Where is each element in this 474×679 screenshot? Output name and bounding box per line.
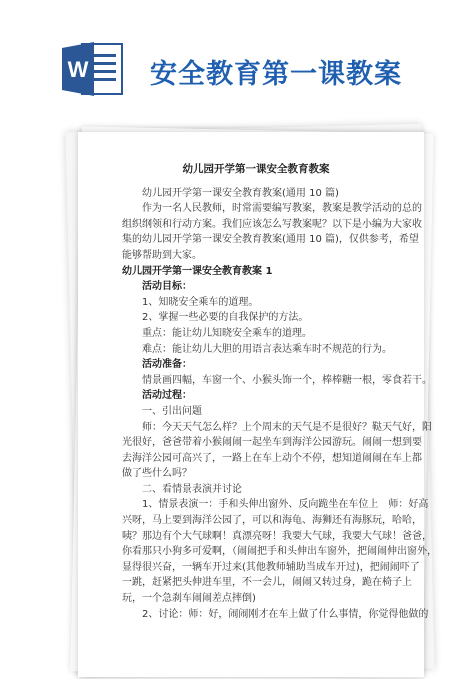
document-line: 去海洋公园可高兴了，一路上在车上动个不停，想知道闹闹在车上都 [122, 452, 422, 464]
document-line: 玩，一个急刹车闹闹差点摔倒) [122, 593, 256, 605]
document-line: 2、讨论：师：好，闹闹刚才在车上做了什么事情，你觉得他做的 [142, 608, 429, 620]
document-line: 能够帮助到大家。 [122, 249, 202, 261]
document-line: 一跳，赶紧把头伸进车里，不一会儿，闹闹又转过身，跪在椅子上 [122, 577, 412, 589]
document-title: 幼儿园开学第一课安全教育教案 [182, 163, 330, 175]
document-line: 重点：能让幼儿知晓安全乘车的道理。 [142, 327, 312, 339]
document-line: 幼儿园开学第一课安全教育教案 1 [122, 265, 273, 277]
word-icon-letter: W [67, 57, 89, 82]
document-line: 活动准备： [142, 359, 192, 371]
document-line: 难点：能让幼儿大胆的用语言表达乘车时不规范的行为。 [142, 343, 392, 355]
header-banner [0, 0, 474, 118]
document-line: 显得很兴奋，一辆车开过来(其他教师辅助当成车开过)，把闹闹吓了 [122, 561, 420, 573]
document-line: 活动过程： [142, 390, 192, 402]
document-line: 咦？那边有个大气球啊！真漂亮呀！我要大气球，我要大气球！爸爸， [122, 530, 432, 542]
word-document-icon [62, 40, 124, 98]
document-line: 二、看情景表演并讨论 [142, 483, 242, 495]
document-line: 活动目标： [142, 281, 192, 293]
document-line: 做了些什么吗？ [122, 468, 192, 480]
document-line: 情景画四幅，车窗一个、小猴头饰一个，棒棒糖一根，零食若干。 [142, 374, 432, 386]
document-line: 你看那只小狗多可爱啊，（闹闹把手和头伸出车窗外，把闹闹伸出窗外， [122, 546, 437, 558]
document-line: 1、情景表演一：手和头伸出窗外、反向跪坐在车位上 师：好高 [142, 499, 429, 511]
document-line: 1、知晓安全乘车的道理。 [142, 296, 259, 308]
document-line: 兴呀，马上要到海洋公园了，可以和海龟、海狮还有海豚玩，哈哈， [122, 515, 422, 527]
document-line: 一、引出问题 [142, 405, 202, 417]
document-paragraphs [122, 186, 437, 623]
banner-title: 安全教育第一课教案 [150, 59, 402, 90]
document-body [122, 162, 437, 622]
document-line: 组织纲领和行动方案。我们应该怎么写教案呢？以下是小编为大家收 [122, 218, 422, 230]
document-line: 作为一名人民教师，时常需要编写教案，教案是教学活动的总的 [142, 203, 422, 215]
document-line: 2、掌握一些必要的自我保护的方法。 [142, 312, 309, 324]
document-line: 集的幼儿园开学第一课安全教育教案(通用 10 篇)，仅供参考，希望 [122, 234, 419, 246]
document-line: 师：今天天气怎么样？上个周末的天气是不是很好？鞑天气好，阳 [142, 421, 432, 433]
document-line: 光很好，爸爸带着小猴闹闹一起坐车到海洋公园游玩。闹闹一想到要 [122, 437, 422, 449]
document-line: 幼儿园开学第一课安全教育教案(通用 10 篇) [142, 187, 339, 199]
